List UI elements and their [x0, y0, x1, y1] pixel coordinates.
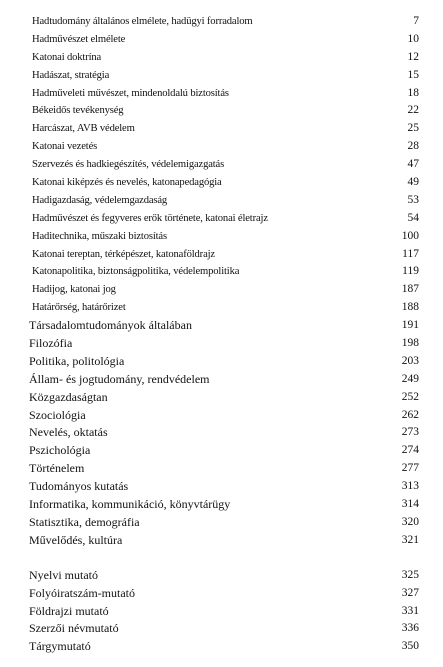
toc-entry — [29, 371, 419, 389]
toc-index-page: 327 — [401, 586, 419, 599]
toc-entry-title: Állam- és jogtudomány, rendvédelem — [29, 371, 210, 386]
toc-entry-title: Hadművészet elmélete — [32, 33, 126, 45]
toc-entry-title: Közgazdaságtan — [29, 389, 108, 404]
toc-entry — [29, 299, 419, 317]
toc-entry-title: Hadművészet és fegyveres erők története, katonai életrajz — [32, 212, 268, 224]
toc-entry-page: 203 — [401, 354, 419, 367]
toc-entry-page: 314 — [401, 498, 419, 511]
toc-entry — [29, 407, 419, 425]
toc-entry-title: Tudományos kutatás — [29, 479, 129, 494]
toc-entry-page: 25 — [407, 122, 419, 135]
toc-entry — [29, 317, 419, 335]
toc-entry-page: 10 — [407, 32, 419, 45]
toc-entry-title: Hadászat, stratégia — [32, 69, 110, 81]
toc-index-title: Tárgymutató — [29, 639, 91, 654]
toc-entry-page: 22 — [407, 104, 419, 117]
toc-entry-page: 188 — [401, 301, 419, 314]
toc-entry-title: Katonai tereptan, térképészet, katonaföldrajz — [32, 248, 215, 260]
toc-entry-page: 274 — [401, 444, 419, 457]
toc-entry-title: Nevelés, oktatás — [29, 425, 108, 440]
toc-entry-page: 47 — [407, 158, 419, 171]
toc-entry-page: 117 — [402, 247, 419, 260]
toc-entry-title: Katonapolitika, biztonságpolitika, védelempolitika — [32, 266, 240, 278]
toc-entry — [29, 246, 419, 264]
toc-entry-title: Szervezés és hadkiegészítés, védelemigazgatás — [32, 159, 225, 171]
toc-entry-page: 198 — [401, 337, 419, 350]
toc-entry-title: Informatika, kommunikáció, könyvtárügy — [29, 497, 231, 512]
toc-entry — [29, 120, 419, 138]
toc-entry-title: Katonai kiképzés és nevelés, katonapedagógia — [32, 177, 222, 189]
toc-entry — [29, 156, 419, 174]
toc-entry-title: Hadigazdaság, védelemgazdaság — [32, 194, 168, 206]
toc-entry-page: 273 — [401, 426, 419, 439]
toc-entry-page: 320 — [401, 515, 419, 528]
toc-entry — [29, 424, 419, 442]
toc-entry — [29, 192, 419, 210]
toc-entry-page: 12 — [407, 50, 419, 63]
toc-index-entry — [29, 620, 419, 638]
toc-entry-title: Társadalomtudományok általában — [29, 318, 192, 333]
toc-entry-title: Történelem — [29, 461, 85, 476]
toc-entry-page: 187 — [401, 283, 419, 296]
toc-entry — [29, 102, 419, 120]
toc-entry-page: 252 — [401, 390, 419, 403]
toc-entry-page: 15 — [407, 68, 419, 81]
toc-entry — [29, 281, 419, 299]
toc-entry-title: Statisztika, demográfia — [29, 514, 140, 529]
toc-entry — [29, 67, 419, 85]
toc-entry-page: 191 — [401, 319, 419, 332]
toc-entry — [29, 532, 419, 550]
toc-entry — [29, 49, 419, 67]
toc-entry-title: Hadijog, katonai jog — [32, 284, 116, 296]
toc-entry-title: Határőrség, határőrizet — [32, 302, 126, 314]
toc-index-entry — [29, 638, 419, 656]
toc-entry-page: 262 — [401, 408, 419, 421]
table-of-contents — [29, 13, 419, 656]
toc-entry — [29, 460, 419, 478]
toc-entry-title: Hadtudomány általános elmélete, hadügyi forradalom — [32, 16, 253, 27]
toc-entry — [29, 335, 419, 353]
toc-entry-title: Haditechnika, műszaki biztosítás — [32, 230, 167, 242]
toc-entry-page: 28 — [407, 140, 419, 153]
toc-entry-page: 18 — [407, 86, 419, 99]
toc-entry — [29, 442, 419, 460]
toc-entry — [29, 514, 419, 532]
toc-index-entry — [29, 567, 419, 585]
toc-index-title: Nyelvi mutató — [29, 567, 98, 582]
toc-entry-title: Katonai vezetés — [32, 141, 98, 153]
toc-entry-page: 49 — [407, 176, 419, 189]
toc-entry — [29, 85, 419, 103]
toc-entry — [29, 138, 419, 156]
toc-index-title: Folyóiratszám-mutató — [29, 585, 135, 600]
toc-entry — [29, 174, 419, 192]
toc-entry — [29, 353, 419, 371]
toc-entry-title: Szociológia — [29, 407, 86, 422]
toc-entry-page: 119 — [402, 265, 419, 278]
toc-entry-page: 100 — [401, 229, 419, 242]
toc-index-title: Földrajzi mutató — [29, 603, 109, 618]
toc-entry-title: Katonai doktrína — [32, 51, 102, 63]
toc-entry — [29, 228, 419, 246]
toc-entry-page: 249 — [401, 372, 419, 385]
toc-entry-title: Filozófia — [29, 336, 73, 351]
toc-index-page: 325 — [401, 568, 419, 581]
toc-index-page: 350 — [401, 640, 419, 653]
toc-entry-title: Harcászat, AVB védelem — [32, 123, 135, 135]
toc-entry — [29, 31, 419, 49]
toc-entry-title: Művelődés, kultúra — [29, 532, 123, 547]
toc-entry — [29, 389, 419, 407]
toc-index-page: 336 — [401, 622, 419, 635]
toc-index-page: 331 — [401, 604, 419, 617]
toc-entry — [29, 13, 419, 31]
toc-entry-page: 54 — [407, 211, 419, 224]
toc-entry-title: Pszichológia — [29, 443, 91, 458]
toc-entry-title: Békeidős tevékenység — [32, 105, 124, 117]
toc-index-entry — [29, 585, 419, 603]
toc-index-entry — [29, 603, 419, 621]
toc-entry-page: 321 — [401, 533, 419, 546]
toc-index-title: Szerzői névmutató — [29, 621, 119, 636]
toc-entry — [29, 263, 419, 281]
toc-entry — [29, 478, 419, 496]
toc-entry — [29, 210, 419, 228]
toc-entry-page: 277 — [401, 462, 419, 475]
toc-entry-page: 313 — [401, 480, 419, 493]
toc-entry-page: 7 — [413, 15, 419, 27]
toc-entry-title: Hadműveleti művészet, mindenoldalú biztosítás — [32, 87, 229, 99]
toc-entry — [29, 496, 419, 514]
toc-entry-page: 53 — [407, 193, 419, 206]
toc-entry-title: Politika, politológia — [29, 353, 125, 368]
